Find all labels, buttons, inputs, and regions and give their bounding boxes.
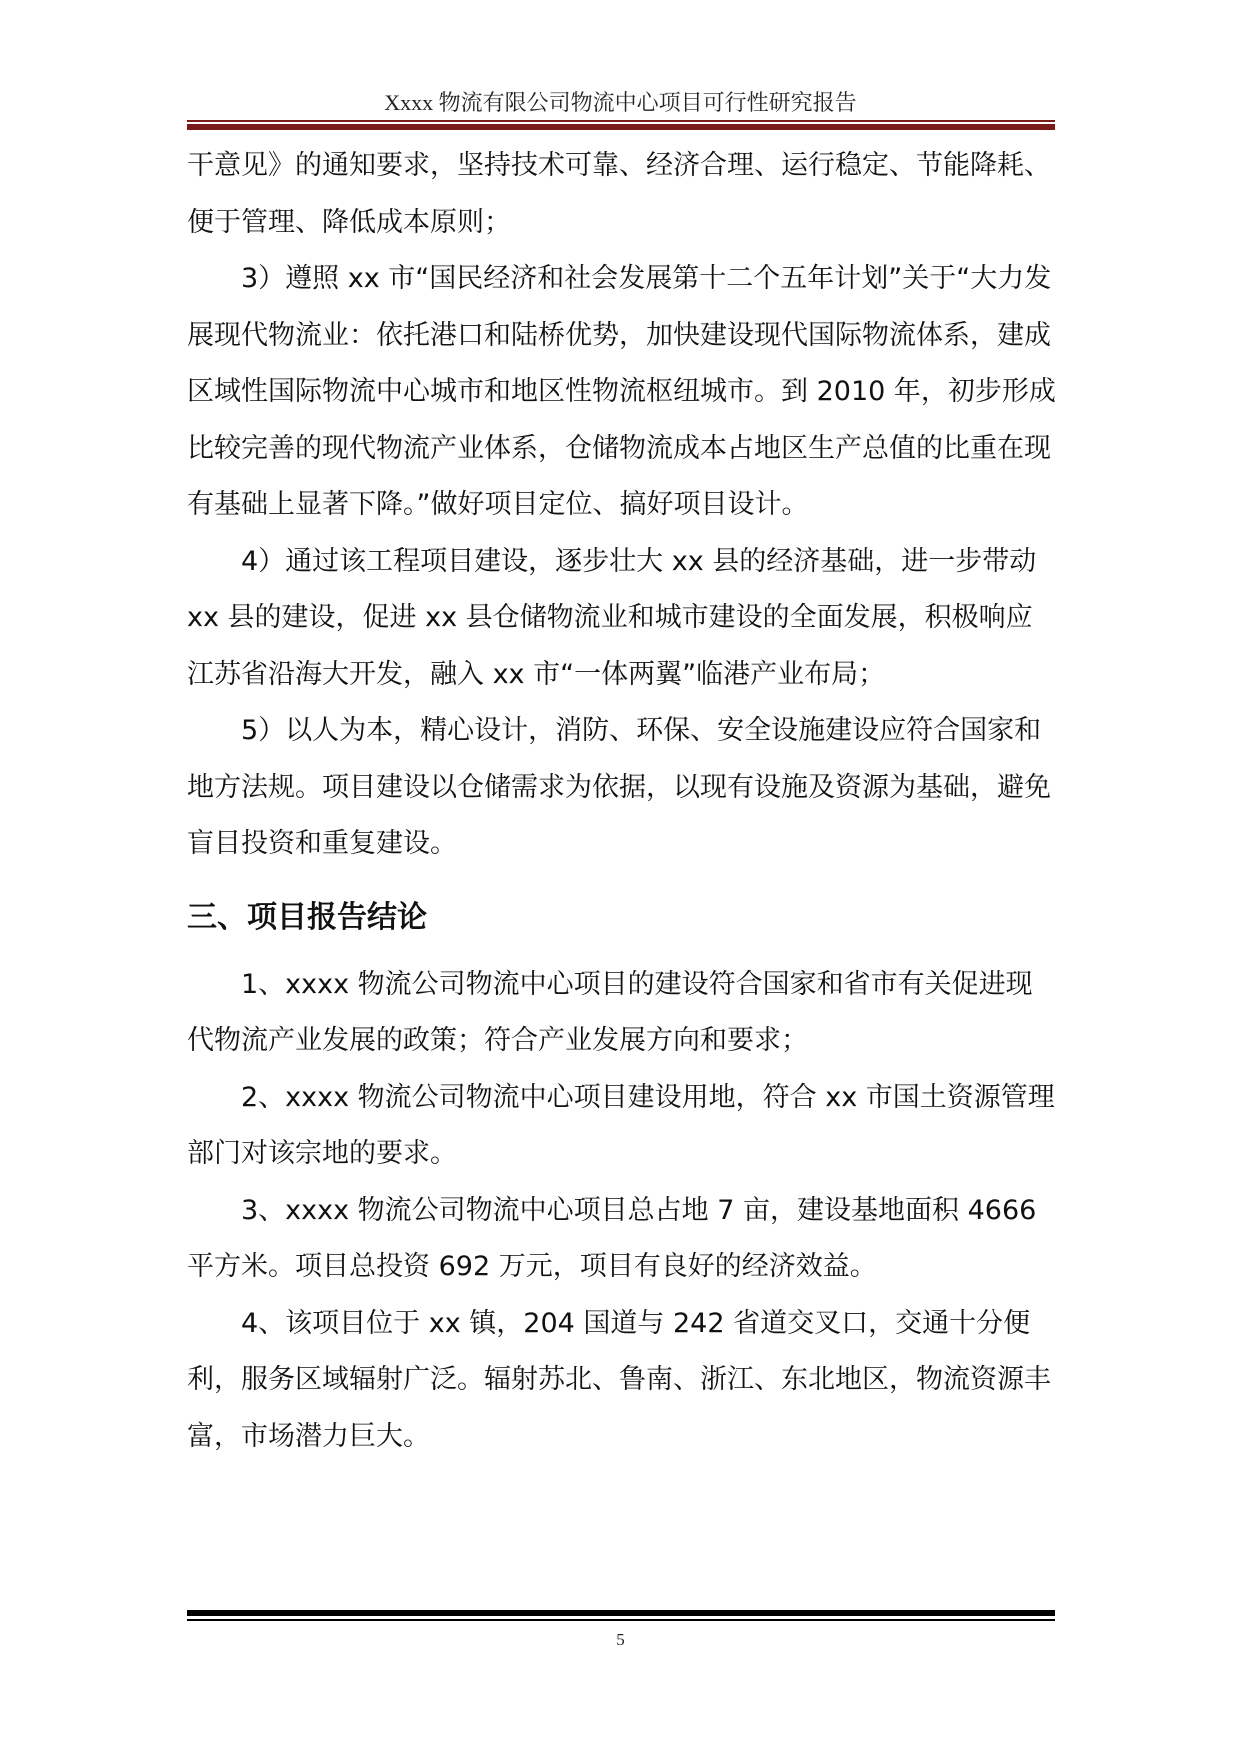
section-heading: 三、项目报告结论 [187,899,427,935]
conclusion-item-1: 1、xxxx 物流公司物流中心项目的建设符合国家和省市有关促进现代物流产业发展的政策；符合产业发展方向和要求； [187,968,1033,1056]
page-number: 5 [616,1630,625,1649]
conclusion-item-4: 4、该项目位于 xx 镇，204 国道与 242 省道交叉口，交通十分便利，服务区域辐射广泛。辐射苏北、鲁南、浙江、东北地区，物流资源丰富，市场潜力巨大。 [187,1307,1051,1452]
page-header-title: Xxxx 物流有限公司物流中心项目可行性研究报告 [384,90,857,115]
paragraph-continuation: 干意见》的通知要求，坚持技术可靠、经济合理、运行稳定、节能降耗、便于管理、降低成本原则； [187,150,1051,238]
footer-rule-thick [187,1610,1055,1616]
paragraph-item-5: 5）以人为本，精心设计，消防、环保、安全设施建设应符合国家和地方法规。项目建设以仓储需求为依据，以现有设施及资源为基础，避免盲目投资和重复建设。 [187,715,1051,859]
paragraph-item-3: 3）遵照 xx 市“国民经济和社会发展第十二个五年计划”关于“大力发展现代物流业：依托港口和陆桥优势，加快建设现代国际物流体系，建成区域性国际物流中心城市和地区性物流枢纽城市。到 2010 年，初步形成比较完善的现代物流产业体系，仓储物流成本占地区生产总值的比重在现有基础上显著下降。”做好项目定位、搞好项目设计。 [187,263,1056,520]
conclusion-item-2: 2、xxxx 物流公司物流中心项目建设用地，符合 xx 市国土资源管理部门对该宗地的要求。 [187,1081,1055,1169]
paragraph-item-4: 4）通过该工程项目建设，逐步壮大 xx 县的经济基础，进一步带动 xx 县的建设，促进 xx 县仓储物流业和城市建设的全面发展，积极响应江苏省沿海大开发，融入 xx 市“一体两翼”临港产业布局； [187,545,1037,690]
header-rule-thick [187,124,1055,130]
footer-rule-thin [187,1619,1055,1621]
header-rule-thin [187,120,1055,122]
conclusion-item-3: 3、xxxx 物流公司物流中心项目总占地 7 亩，建设基地面积 4666 平方米。项目总投资 692 万元，项目有良好的经济效益。 [187,1194,1037,1282]
document-body [187,138,1059,1465]
